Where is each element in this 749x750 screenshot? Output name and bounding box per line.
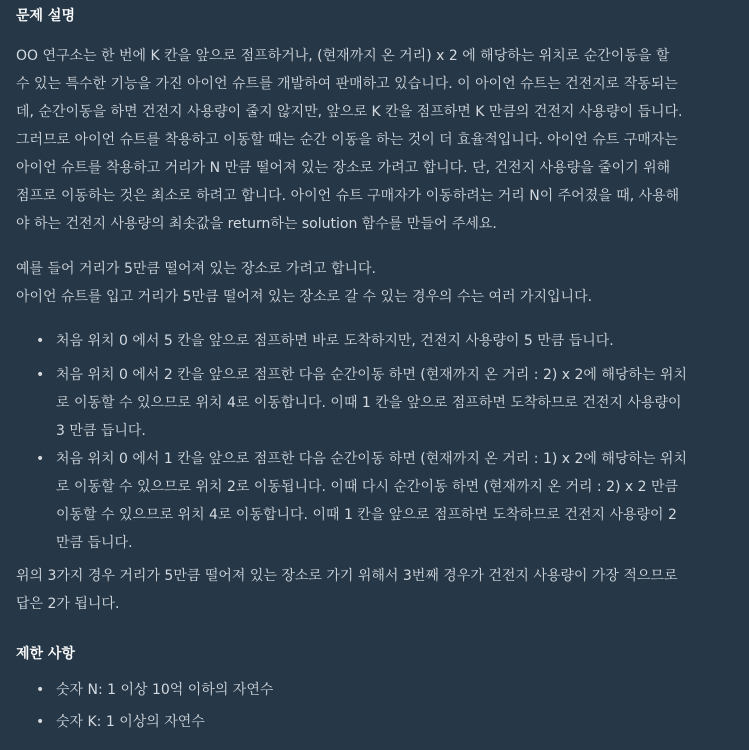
intro-line: 아이언 슈트를 착용하고 거리가 N 만큼 떨어져 있는 장소로 가려고 합니다. 단, 건전지 사용량을 줄이기 위해 [16, 160, 671, 176]
constraint-line: 숫자 N: 1 이상 10억 이하의 자연수 [56, 682, 274, 698]
case-line: 만큼 듭니다. [56, 535, 133, 551]
constraints-title: 제한 사항 [16, 646, 75, 662]
example-paragraph [16, 255, 732, 311]
constraint-list-item [36, 708, 726, 736]
case-line: 로 이동할 수 있으므로 위치 2로 이동됩니다. 이때 다시 순간이동 하면 (현재까지 온 거리 : 2) x 2 만큼 [56, 479, 679, 495]
conclusion-line: 위의 3가지 경우 거리가 5만큼 떨어져 있는 장소로 가기 위해서 3번째 경우가 건전지 사용량이 가장 적으므로 [16, 568, 678, 584]
case-text [56, 361, 726, 445]
intro-line: 그러므로 아이언 슈트를 착용하고 이동할 때는 순간 이동을 하는 것이 더 효율적입니다. 아이언 슈트 구매자는 [16, 132, 678, 148]
constraint-text [56, 676, 726, 704]
case-list-item [36, 361, 726, 445]
intro-line: 수 있는 특수한 기능을 가진 아이언 슈트를 개발하여 판매하고 있습니다. 이 아이언 슈트는 건전지로 작동되는 [16, 76, 678, 92]
problem-title: 문제 설명 [16, 8, 75, 24]
case-text [56, 445, 726, 557]
example-line: 아이언 슈트를 입고 거리가 5만큼 떨어져 있는 장소로 갈 수 있는 경우의 수는 여러 가지입니다. [16, 289, 593, 305]
case-line: 로 이동할 수 있으므로 위치 4로 이동합니다. 이때 1 칸을 앞으로 점프하면 도착하므로 건전지 사용량이 [56, 395, 682, 411]
constraint-line: 숫자 K: 1 이상의 자연수 [56, 714, 205, 730]
bullet-dot: • [36, 367, 45, 383]
intro-line: 점프로 이동하는 것은 최소로 하려고 합니다. 아이언 슈트 구매자가 이동하려는 거리 N이 주어졌을 때, 사용해 [16, 188, 680, 204]
case-line: 처음 위치 0 에서 2 칸을 앞으로 점프한 다음 순간이동 하면 (현재까지 온 거리 : 2) x 2에 해당하는 위치 [56, 367, 687, 383]
case-line: 처음 위치 0 에서 1 칸을 앞으로 점프한 다음 순간이동 하면 (현재까지 온 거리 : 1) x 2에 해당하는 위치 [56, 451, 687, 467]
intro-line: 야 하는 건전지 사용량의 최솟값을 return하는 solution 함수를 만들어 주세요. [16, 216, 497, 232]
case-text [56, 327, 726, 355]
case-line: 3 만큼 듭니다. [56, 423, 146, 439]
bullet-dot: • [36, 333, 45, 349]
case-line: 처음 위치 0 에서 5 칸을 앞으로 점프하면 바로 도착하지만, 건전지 사용량이 5 만큼 듭니다. [56, 333, 614, 349]
constraint-list-item [36, 676, 726, 704]
intro-line: OO 연구소는 한 번에 K 칸을 앞으로 점프하거나, (현재까지 온 거리) x 2 에 해당하는 위치로 순간이동을 할 [16, 48, 670, 64]
conclusion-paragraph [16, 562, 732, 618]
intro-line: 데, 순간이동을 하면 건전지 사용량이 줄지 않지만, 앞으로 K 칸을 점프하면 K 만큼의 건전지 사용량이 듭니다. [16, 104, 683, 120]
conclusion-line: 답은 2가 됩니다. [16, 596, 120, 612]
case-list-item [36, 445, 726, 557]
case-line: 이동할 수 있으므로 위치 4로 이동합니다. 이때 1 칸을 앞으로 점프하면 도착하므로 건전지 사용량이 2 [56, 507, 677, 523]
case-list-item [36, 327, 726, 355]
constraint-text [56, 708, 726, 736]
example-line: 예를 들어 거리가 5만큼 떨어져 있는 장소로 가려고 합니다. [16, 261, 377, 277]
intro-paragraph [16, 42, 732, 238]
bullet-dot: • [36, 682, 45, 698]
bullet-dot: • [36, 714, 45, 730]
bullet-dot: • [36, 451, 45, 467]
